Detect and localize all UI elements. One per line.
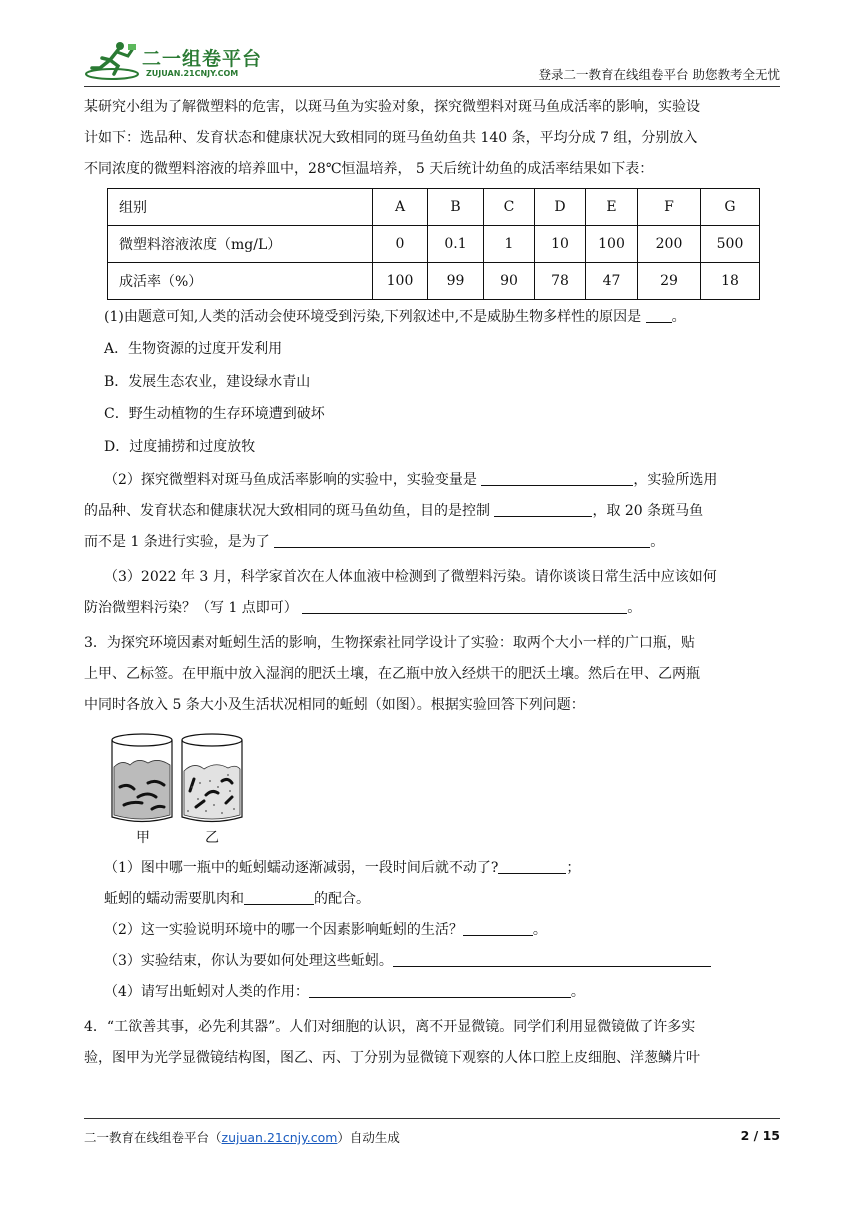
question-text: 蚯蚓的蠕动需要肌肉和	[104, 891, 244, 907]
option-d: D．过度捕捞和过度放牧	[104, 438, 256, 455]
footer-text: ）自动生成	[337, 1130, 400, 1145]
problem-4-line: 验，图甲为光学显微镜结构图，图乙、丙、丁分别为显微镜下观察的人体口腔上皮细胞、洋葱鳞片叶	[84, 1050, 700, 1066]
table-cell: B	[428, 189, 484, 226]
table-cell: 10	[535, 226, 586, 263]
jar-label-jia: 甲	[136, 830, 150, 846]
answer-blank[interactable]	[646, 304, 672, 323]
answer-blank[interactable]	[494, 498, 592, 517]
document-body	[84, 92, 780, 1074]
question-text: 的品种、发育状态和健康状况大致相同的斑马鱼幼鱼，目的是控制	[84, 503, 490, 519]
table-cell: 微塑料溶液浓度（mg/L）	[108, 226, 373, 263]
problem-3-sub-1	[84, 853, 780, 884]
answer-blank[interactable]	[302, 595, 627, 614]
question-2-line	[84, 465, 780, 496]
intro-line: 某研究小组为了解微塑料的危害，以斑马鱼为实验对象，探究微塑料对斑马鱼成活率的影响，实验设	[84, 99, 700, 115]
intro-line: 不同浓度的微塑料溶液的培养皿中，28℃恒温培养， 5 天后统计幼鱼的成活率结果如下表：	[84, 161, 654, 177]
table-cell: E	[586, 189, 638, 226]
table-cell: 200	[638, 226, 701, 263]
table-cell: F	[638, 189, 701, 226]
runner-logo-icon	[84, 38, 142, 82]
question-2-line	[84, 496, 780, 527]
question-3-line: （3）2022 年 3 月，科学家首次在人体血液中检测到了微塑料污染。请你谈谈日常生活中应该如何	[104, 569, 717, 585]
logo-subtitle: ZUJUAN.21CNJY.COM	[146, 69, 239, 78]
table-cell: 500	[701, 226, 760, 263]
question-text: 防治微塑料污染？（写 1 点即可）	[84, 600, 298, 616]
question-text: 。	[650, 534, 665, 550]
table-row	[108, 226, 760, 263]
answer-blank[interactable]	[309, 979, 571, 998]
table-cell: 100	[373, 263, 428, 300]
table-cell: 29	[638, 263, 701, 300]
answer-blank[interactable]	[463, 917, 533, 936]
table-cell: 18	[701, 263, 760, 300]
problem-3-sub-3	[84, 946, 780, 977]
table-cell: 100	[586, 226, 638, 263]
question-text: 。	[671, 309, 686, 325]
table-cell: C	[484, 189, 535, 226]
problem-4-line: 4．“工欲善其事，必先利其器”。人们对细胞的认识，离不开显微镜。同学们利用显微镜做了许多实	[84, 1019, 696, 1035]
table-cell: 99	[428, 263, 484, 300]
question-text: （3）实验结束，你认为要如何处理这些蚯蚓。	[104, 953, 393, 969]
table-row	[108, 263, 760, 300]
question-text: （4）请写出蚯蚓对人类的作用：	[104, 984, 309, 1000]
footer-text: 二一教育在线组卷平台（	[84, 1130, 222, 1145]
problem-3-sub-2	[84, 915, 780, 946]
question-text: 。	[532, 922, 547, 938]
table-cell: 0	[373, 226, 428, 263]
logo	[84, 38, 284, 82]
jar-label-yi: 乙	[205, 830, 219, 846]
question-2-line	[84, 527, 780, 558]
intro-line: 计如下：选品种、发育状态和健康状况大致相同的斑马鱼幼鱼共 140 条，平均分成 7 组，分别放入	[84, 130, 698, 146]
answer-blank[interactable]	[498, 855, 566, 874]
answer-blank[interactable]	[393, 948, 711, 967]
answer-blank[interactable]	[274, 529, 650, 548]
footer-link[interactable]: zujuan.21cnjy.com	[221, 1130, 338, 1145]
question-text: （2）这一实验说明环境中的哪一个因素影响蚯蚓的生活？	[104, 922, 463, 938]
problem-3-sub-4	[84, 977, 780, 1008]
question-text: 。	[627, 600, 642, 616]
question-text: （2）探究微塑料对斑马鱼成活率影响的实验中，实验变量是	[104, 472, 477, 488]
answer-blank[interactable]	[244, 886, 314, 905]
footer-source	[84, 1128, 400, 1146]
question-text: 的配合。	[314, 891, 370, 907]
question-3-line	[84, 593, 780, 624]
question-text: ；	[566, 860, 581, 876]
answer-blank[interactable]	[481, 467, 633, 486]
question-text: (1)由题意可知,人类的活动会使环境受到污染,下列叙述中,不是威胁生物多样性的原因是	[104, 309, 642, 325]
table-cell: 78	[535, 263, 586, 300]
table-row	[108, 189, 760, 226]
page-header	[84, 34, 780, 87]
question-text: 。	[570, 984, 585, 1000]
option-b: B．发展生态农业，建设绿水青山	[104, 373, 311, 390]
table-cell: A	[373, 189, 428, 226]
page-footer	[84, 1118, 780, 1151]
question-1-stem	[84, 302, 780, 333]
question-text: 而不是 1 条进行实验，是为了	[84, 534, 270, 550]
table-cell: D	[535, 189, 586, 226]
table-cell: 90	[484, 263, 535, 300]
table-cell: 47	[586, 263, 638, 300]
table-cell: 0.1	[428, 226, 484, 263]
problem-3-line: 3．为探究环境因素对蚯蚓生活的影响，生物探索社同学设计了实验：取两个大小一样的广口瓶，贴	[84, 635, 695, 651]
question-text: （1）图中哪一瓶中的蚯蚓蠕动逐渐减弱，一段时间后就不动了?	[104, 860, 499, 876]
table-cell: G	[701, 189, 760, 226]
header-tagline: 登录二一教育在线组卷平台 助您教考全无忧	[538, 67, 780, 82]
table-cell: 1	[484, 226, 535, 263]
earthworm-jars-figure	[108, 731, 780, 849]
page-number: 2 / 15	[740, 1128, 780, 1143]
problem-3-line: 上甲、乙标签。在甲瓶中放入湿润的肥沃土壤，在乙瓶中放入经烘干的肥沃土壤。然后在甲、乙两瓶	[84, 666, 700, 682]
option-a: A．生物资源的过度开发利用	[104, 341, 283, 357]
question-text: ，取 20 条斑马鱼	[592, 503, 704, 519]
jar-illustration	[108, 731, 248, 831]
question-text: ，实验所选用	[633, 472, 718, 488]
table-cell: 成活率（%）	[108, 263, 373, 300]
survival-rate-table	[107, 188, 760, 300]
option-c: C．野生动植物的生存环境遭到破坏	[104, 406, 325, 422]
problem-3-sub-1b	[84, 884, 780, 915]
problem-3-line: 中同时各放入 5 条大小及生活状况相同的蚯蚓（如图）。根据实验回答下列问题：	[84, 697, 585, 713]
logo-title: 二一组卷平台	[142, 48, 263, 70]
table-cell: 组别	[108, 189, 373, 226]
